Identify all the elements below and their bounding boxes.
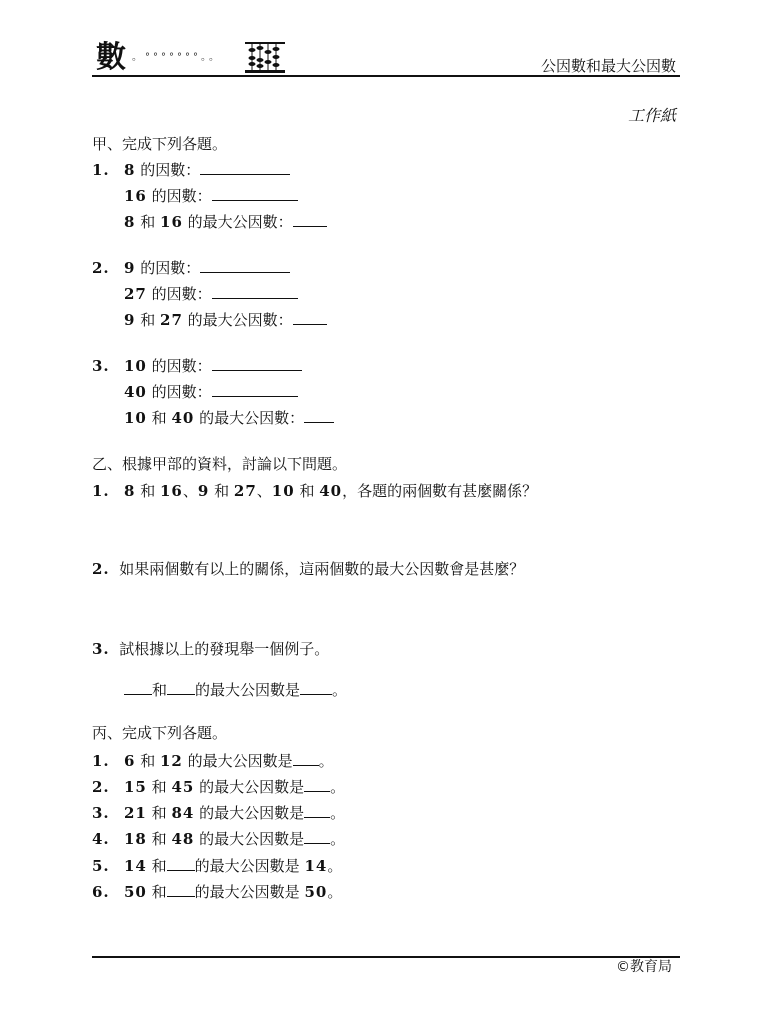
text: 。 — [318, 752, 334, 770]
question-number: 1. — [92, 161, 110, 179]
text: 的因數： — [151, 285, 212, 303]
text: 。 — [330, 830, 346, 848]
part-b-q2 — [92, 559, 524, 579]
text: 、 — [256, 482, 272, 500]
answer-blank[interactable] — [304, 408, 334, 423]
number: 15 — [123, 778, 147, 796]
part-a-q3-line2 — [124, 382, 298, 402]
question-number: 1. — [92, 752, 110, 770]
text: 和 — [140, 482, 156, 500]
text: 的因數： — [151, 383, 212, 401]
text: 和 — [151, 883, 167, 901]
text: 和 — [151, 857, 167, 875]
answer-blank[interactable] — [304, 777, 330, 792]
text: 的最大公因數是 — [194, 883, 300, 901]
part-b-q1 — [92, 481, 537, 501]
text: 的因數： — [140, 259, 201, 277]
number: 8 — [123, 482, 136, 500]
answer-blank[interactable] — [124, 680, 152, 695]
worksheet-label: 工作紙 — [627, 106, 676, 125]
answer-blank[interactable] — [300, 680, 332, 695]
text: 的因數： — [151, 187, 212, 205]
part-c-item — [92, 803, 345, 823]
text: 和 — [151, 830, 167, 848]
text: 和 — [299, 482, 315, 500]
abacus-icon — [244, 40, 286, 74]
number: 48 — [171, 830, 195, 848]
question-number: 1. — [92, 482, 110, 500]
copyright: ©教育局 — [616, 959, 672, 975]
text: 。 — [327, 857, 343, 875]
number: 16 — [160, 482, 183, 500]
number: 27 — [124, 285, 147, 303]
part-b-heading: 乙、根據甲部的資料，討論以下問題。 — [92, 455, 348, 473]
number: 27 — [233, 482, 257, 500]
answer-blank[interactable] — [304, 803, 330, 818]
answer-blank[interactable] — [304, 829, 330, 844]
number: 6 — [123, 752, 136, 770]
answer-blank[interactable] — [167, 680, 195, 695]
text: 的最大公因數： — [199, 409, 305, 427]
part-c-heading: 丙、完成下列各題。 — [92, 724, 228, 742]
number: 14 — [304, 857, 328, 875]
number: 40 — [124, 383, 147, 401]
text: 的最大公因數是 — [199, 804, 305, 822]
header-divider — [92, 75, 680, 77]
question-number: 2. — [92, 778, 110, 796]
number: 12 — [160, 752, 183, 770]
question-number: 3. — [92, 804, 110, 822]
number: 18 — [123, 830, 147, 848]
number: 10 — [123, 357, 147, 375]
text: 的因數： — [140, 161, 201, 179]
text: 。 — [332, 681, 348, 699]
text: 的最大公因數是 — [187, 752, 293, 770]
number: 14 — [123, 857, 147, 875]
part-a-heading: 甲、完成下列各題。 — [92, 135, 228, 153]
part-a-q2-line2 — [124, 284, 298, 304]
answer-blank[interactable] — [200, 160, 290, 175]
number: 16 — [124, 187, 147, 205]
text: 和 — [152, 681, 168, 699]
text: 試根據以上的發現舉一個例子。 — [119, 640, 330, 658]
number: 40 — [171, 409, 195, 427]
footer-divider — [92, 956, 680, 958]
number: 50 — [123, 883, 147, 901]
answer-blank[interactable] — [200, 258, 290, 273]
part-b-q3-example — [124, 680, 347, 700]
text: 的最大公因數是 — [199, 830, 305, 848]
question-number: 2. — [92, 560, 110, 578]
text: 和 — [140, 311, 156, 329]
number: 50 — [304, 883, 328, 901]
number: 40 — [319, 482, 343, 500]
question-number: 6. — [92, 883, 110, 901]
part-b-q3 — [92, 639, 329, 659]
answer-blank[interactable] — [293, 310, 327, 325]
question-number: 5. — [92, 857, 110, 875]
part-c-item — [92, 856, 342, 876]
number: 84 — [171, 804, 195, 822]
number: 10 — [271, 482, 295, 500]
text: 。 — [330, 804, 346, 822]
text: 和 — [214, 482, 230, 500]
text: 和 — [140, 752, 156, 770]
text: 的最大公因數： — [187, 213, 293, 231]
question-number: 3. — [92, 640, 110, 658]
answer-blank[interactable] — [212, 382, 298, 397]
text: 和 — [151, 778, 167, 796]
number: 21 — [123, 804, 147, 822]
page-title: 公因數和最大公因數 — [540, 57, 676, 75]
part-a-q1-line3 — [124, 212, 327, 232]
text: 的最大公因數： — [187, 311, 293, 329]
answer-blank[interactable] — [167, 856, 195, 871]
answer-blank[interactable] — [212, 284, 298, 299]
part-a-q2-line1 — [92, 258, 290, 278]
text: 的最大公因數是 — [195, 681, 301, 699]
logo-dots: 。°°°°°°°。。 — [132, 52, 222, 63]
text: ，各題的兩個數有甚麼關係？ — [342, 482, 538, 500]
number: 8 — [123, 161, 136, 179]
part-a-q1-line1 — [92, 160, 290, 180]
number: 9 — [123, 259, 136, 277]
text: 的因數： — [151, 357, 212, 375]
number: 45 — [171, 778, 195, 796]
part-c-item — [92, 751, 334, 771]
logo-character: 數 — [96, 40, 126, 75]
question-number: 4. — [92, 830, 110, 848]
number: 9 — [197, 482, 210, 500]
part-c-item — [92, 882, 342, 902]
answer-blank[interactable] — [167, 882, 195, 897]
text: 的最大公因數是 — [194, 857, 300, 875]
answer-blank[interactable] — [212, 186, 298, 201]
text: 和 — [151, 409, 167, 427]
number: 8 — [124, 213, 136, 231]
question-number: 2. — [92, 259, 110, 277]
part-c-item — [92, 829, 345, 849]
part-a-q3-line1 — [92, 356, 302, 376]
text: 。 — [327, 883, 343, 901]
answer-blank[interactable] — [293, 751, 319, 766]
text: 如果兩個數有以上的關係，這兩個數的最大公因數會是甚麼？ — [119, 560, 525, 578]
number: 27 — [160, 311, 183, 329]
text: 的最大公因數是 — [199, 778, 305, 796]
question-number: 3. — [92, 357, 110, 375]
answer-blank[interactable] — [212, 356, 302, 371]
text: 和 — [140, 213, 156, 231]
answer-blank[interactable] — [293, 212, 327, 227]
part-a-q2-line3 — [124, 310, 327, 330]
text: 和 — [151, 804, 167, 822]
number: 10 — [124, 409, 147, 427]
text: 、 — [182, 482, 198, 500]
number: 16 — [160, 213, 183, 231]
part-c-item — [92, 777, 345, 797]
part-a-q3-line3 — [124, 408, 334, 428]
text: 。 — [330, 778, 346, 796]
part-a-q1-line2 — [124, 186, 298, 206]
number: 9 — [124, 311, 136, 329]
